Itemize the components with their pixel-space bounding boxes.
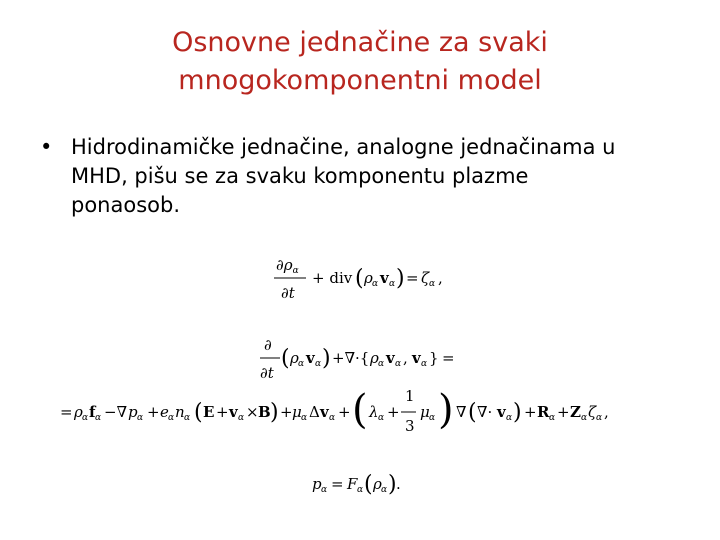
- svg-text:): ): [396, 266, 405, 291]
- svg-text:p: p: [312, 475, 322, 493]
- svg-text:n: n: [175, 403, 185, 421]
- svg-text:(: (: [364, 472, 373, 497]
- bullet-line-2: MHD, pišu se za svaku komponentu plazme: [71, 164, 529, 188]
- svg-text:+: +: [338, 403, 351, 421]
- svg-text:ρ: ρ: [373, 475, 382, 493]
- svg-text:−∇: −∇: [104, 403, 128, 421]
- svg-text:=: =: [331, 475, 344, 493]
- svg-text:α: α: [506, 413, 513, 423]
- title-line-2: mnogokomponentni model: [178, 65, 542, 96]
- svg-text:×: ×: [246, 403, 259, 421]
- svg-text:v: v: [229, 403, 238, 421]
- bullet-marker: •: [40, 135, 53, 159]
- svg-text:3: 3: [405, 417, 415, 435]
- svg-text:p: p: [128, 403, 138, 421]
- svg-text:(: (: [194, 400, 203, 425]
- svg-text:+: +: [557, 403, 570, 421]
- svg-text:(: (: [352, 387, 368, 433]
- svg-text:α: α: [301, 413, 308, 423]
- svg-text:): ): [513, 400, 522, 425]
- bullet-line-1: Hidrodinamičke jednačine, analogne jednačinama u: [71, 135, 616, 159]
- title-line-1: Osnovne jednačine za svaki: [172, 27, 548, 58]
- svg-text:v: v: [306, 349, 315, 367]
- svg-text:α: α: [596, 413, 603, 423]
- svg-text:=: =: [60, 403, 73, 421]
- svg-text:α: α: [429, 279, 436, 289]
- svg-text:B: B: [258, 403, 271, 421]
- svg-text:α: α: [357, 485, 364, 495]
- bullet-line-3: ponaosob.: [71, 193, 180, 217]
- svg-text:α: α: [168, 413, 175, 423]
- svg-text:α: α: [581, 413, 588, 423]
- svg-text:ζ: ζ: [588, 403, 597, 421]
- svg-text:+: +: [280, 403, 293, 421]
- svg-text:α: α: [395, 359, 402, 369]
- svg-text:ρ: ρ: [74, 403, 83, 421]
- svg-text:α: α: [378, 413, 385, 423]
- svg-text:): ): [388, 472, 397, 497]
- svg-text:α: α: [321, 485, 328, 495]
- svg-text:α: α: [95, 413, 102, 423]
- svg-text:,: ,: [604, 403, 609, 421]
- slide-title: [0, 24, 720, 100]
- svg-text:+: +: [216, 403, 229, 421]
- svg-text:α: α: [421, 359, 428, 369]
- svg-text:): ): [322, 346, 331, 371]
- momentum-equation-rhs: [56, 383, 676, 439]
- svg-text:α: α: [238, 413, 245, 423]
- svg-text:ρ: ρ: [290, 349, 299, 367]
- svg-text:∇·: ∇·: [477, 403, 493, 421]
- svg-text:e: e: [160, 403, 169, 421]
- svg-text:μ: μ: [420, 403, 430, 421]
- svg-text:R: R: [537, 403, 550, 421]
- svg-text:α: α: [82, 413, 89, 423]
- svg-text:μ: μ: [292, 403, 302, 421]
- svg-text:λ: λ: [369, 403, 379, 421]
- svg-text:,: ,: [403, 349, 408, 367]
- svg-text:Z: Z: [570, 403, 581, 421]
- svg-text:α: α: [137, 413, 144, 423]
- svg-text:α: α: [429, 413, 436, 423]
- svg-text:ρ: ρ: [370, 349, 379, 367]
- svg-text:+: +: [387, 403, 400, 421]
- svg-text:v: v: [386, 349, 395, 367]
- svg-text:∂: ∂: [264, 336, 272, 354]
- svg-text:=: =: [406, 269, 419, 287]
- svg-text:Δ: Δ: [309, 403, 320, 421]
- svg-text:=: =: [442, 349, 455, 367]
- svg-text:f: f: [89, 403, 96, 421]
- svg-text:(: (: [281, 346, 290, 371]
- svg-text:.: .: [396, 475, 401, 493]
- svg-text:α: α: [298, 359, 305, 369]
- svg-text:ζ: ζ: [421, 269, 430, 287]
- svg-text:ρ: ρ: [364, 269, 373, 287]
- svg-text:v: v: [380, 269, 389, 287]
- svg-text:v: v: [412, 349, 421, 367]
- continuity-equation: [270, 252, 480, 304]
- svg-text:+∇·{: +∇·{: [332, 349, 370, 367]
- svg-text:α: α: [378, 359, 385, 369]
- svg-text:): ): [270, 400, 279, 425]
- svg-text:α: α: [549, 413, 556, 423]
- svg-text:+: +: [147, 403, 160, 421]
- momentum-equation-lhs: [256, 332, 486, 384]
- svg-text:v: v: [497, 403, 506, 421]
- svg-text:∇: ∇: [456, 403, 467, 421]
- svg-text:α: α: [315, 359, 322, 369]
- svg-text:α: α: [372, 279, 379, 289]
- svg-text:∂t: ∂t: [281, 284, 295, 302]
- bullet-item: [40, 133, 680, 220]
- svg-text:E: E: [203, 403, 215, 421]
- svg-text:F: F: [347, 475, 358, 493]
- svg-text:α: α: [329, 413, 336, 423]
- svg-text:α: α: [389, 279, 396, 289]
- state-equation: [308, 468, 438, 504]
- svg-text:α: α: [184, 413, 191, 423]
- svg-text:v: v: [320, 403, 329, 421]
- svg-text:}: }: [429, 349, 439, 367]
- svg-text:,: ,: [438, 269, 443, 287]
- svg-text:α: α: [381, 485, 388, 495]
- svg-text:): ): [438, 387, 454, 433]
- svg-text:(: (: [355, 266, 364, 291]
- bullet-text: [71, 133, 680, 220]
- svg-text:∂ρα: $\partial\rho_\alpha$: [276, 256, 299, 276]
- svg-text:1: 1: [405, 387, 415, 405]
- svg-text:+: +: [524, 403, 537, 421]
- svg-text:(: (: [468, 400, 477, 425]
- svg-text:+ div: + div: [312, 269, 353, 287]
- svg-text:∂t: ∂t: [260, 364, 274, 382]
